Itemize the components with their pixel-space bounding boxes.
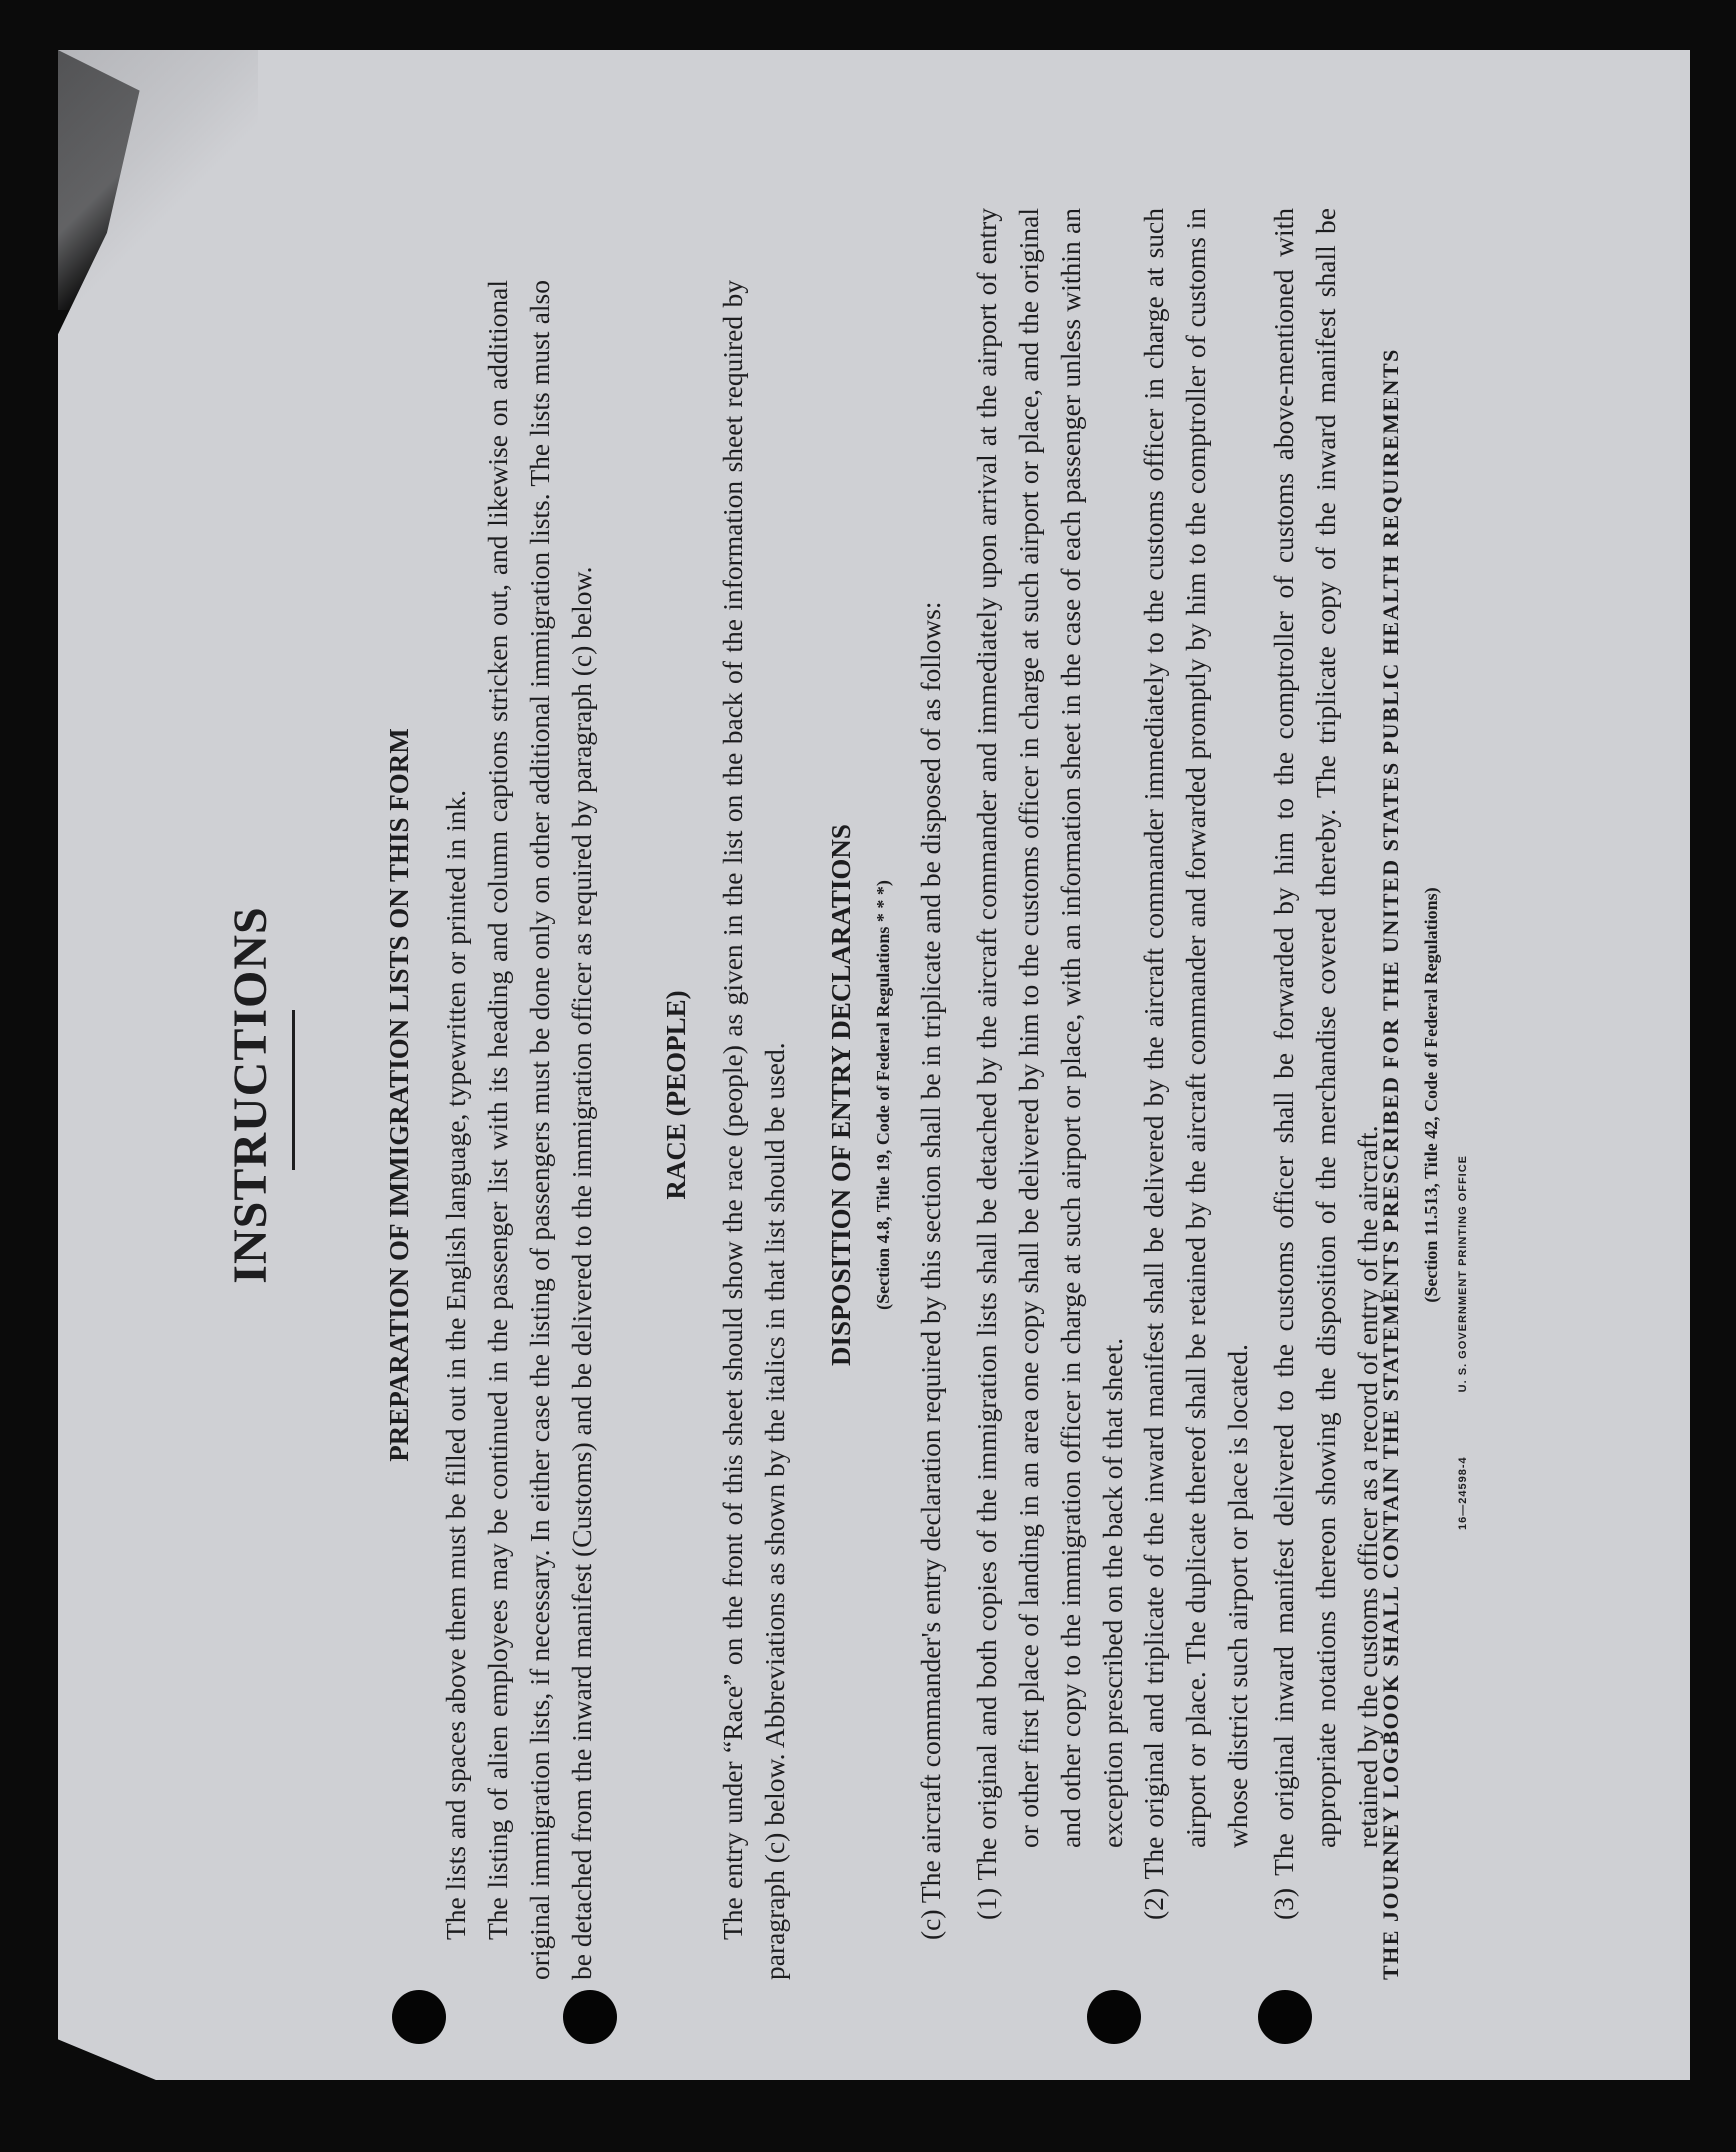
- disposition-item-2: (2) The original and triplicate of the inward manifest shall be delivered by the aircraft commander immediately to the customs officer in charge at such airport or place. The duplicate thereof shall be retained by the aircraft commander and forwarded promptly by him to the comptroller of customs in whose district such airport or place is located.: [1138, 208, 1253, 1920]
- form-imprint: [1442, 0, 1484, 1530]
- disposition-item-3: (3) The original inward manifest delivered to the customs officer shall be forwarded by him to the comptroller of customs above-mentioned with appropriate notations thereon showing the disposition of the merchandise covered thereby. The triplicate copy of the inward manifest shall be retained by the customs officer as a record of entry of the aircraft.: [1268, 208, 1383, 1920]
- disposition-subheading: (Section 4.8, Title 19, Code of Federal Regulations * * *): [873, 880, 893, 1310]
- punch-hole: [1087, 1990, 1141, 2044]
- printer-name: U. S. GOVERNMENT PRINTING OFFICE: [1457, 1154, 1469, 1393]
- public-health-requirement: THE JOURNEY LOGBOOK SHALL CONTAIN THE STATEMENTS PRESCRIBED FOR THE UNITED STATES PUBLIC HEALTH REQUIREMENTS: [1378, 348, 1403, 1980]
- title-underline: [292, 1010, 295, 1170]
- folded-corner: [58, 50, 258, 310]
- preparation-paragraph-2: The listing of alien employees may be continued in the passenger list with its heading and column captions stricken out, and likewise on additional original immigration lists, if necessary. In either case the listing of passengers must be done only on other additional immigration lists. The lists must also be detached from the inward manifest (Customs) and be delivered to the immigration officer as required by paragraph (c) below.: [482, 280, 597, 1980]
- punch-hole: [392, 1990, 446, 2044]
- punch-hole: [1258, 1990, 1312, 2044]
- race-heading: RACE (PEOPLE): [661, 990, 691, 1200]
- disposition-heading: DISPOSITION OF ENTRY DECLARATIONS: [826, 824, 856, 1366]
- punch-hole: [563, 1990, 617, 2044]
- public-health-citation: (Section 11.513, Title 42, Code of Federal Regulations): [1421, 887, 1441, 1303]
- disposition-intro: (c) The aircraft commander's entry declaration required by this section shall be in triplicate and be disposed of as follows:: [915, 601, 946, 1940]
- race-paragraph: The entry under “Race” on the front of this sheet should show the race (people) as given in the list on the back of the information sheet required by paragraph (c) below. Abbreviations as shown by the italics in that list should be used.: [717, 280, 790, 1980]
- rotated-document-body: [224, 200, 1470, 1990]
- preparation-paragraph-1: The lists and spaces above them must be filled out in the English language, typewritten or printed in ink.: [440, 789, 471, 1940]
- preparation-heading: PREPARATION OF IMMIGRATION LISTS ON THIS FORM: [384, 728, 414, 1462]
- disposition-item-1: (1) The original and both copies of the immigration lists shall be detached by the aircraft commander and immediately upon arrival at the airport of entry or other first place of landing in an area one copy shall be delivered by him to the customs officer in charge at such airport or place, and the original and other copy to the immigration officer in charge at such airport or place, with an information sheet in the case of each passenger unless within an exception prescribed on the back of that sheet.: [971, 208, 1128, 1920]
- form-number: 16—24598-4: [1457, 1456, 1469, 1530]
- document-title: INSTRUCTIONS: [224, 906, 277, 1284]
